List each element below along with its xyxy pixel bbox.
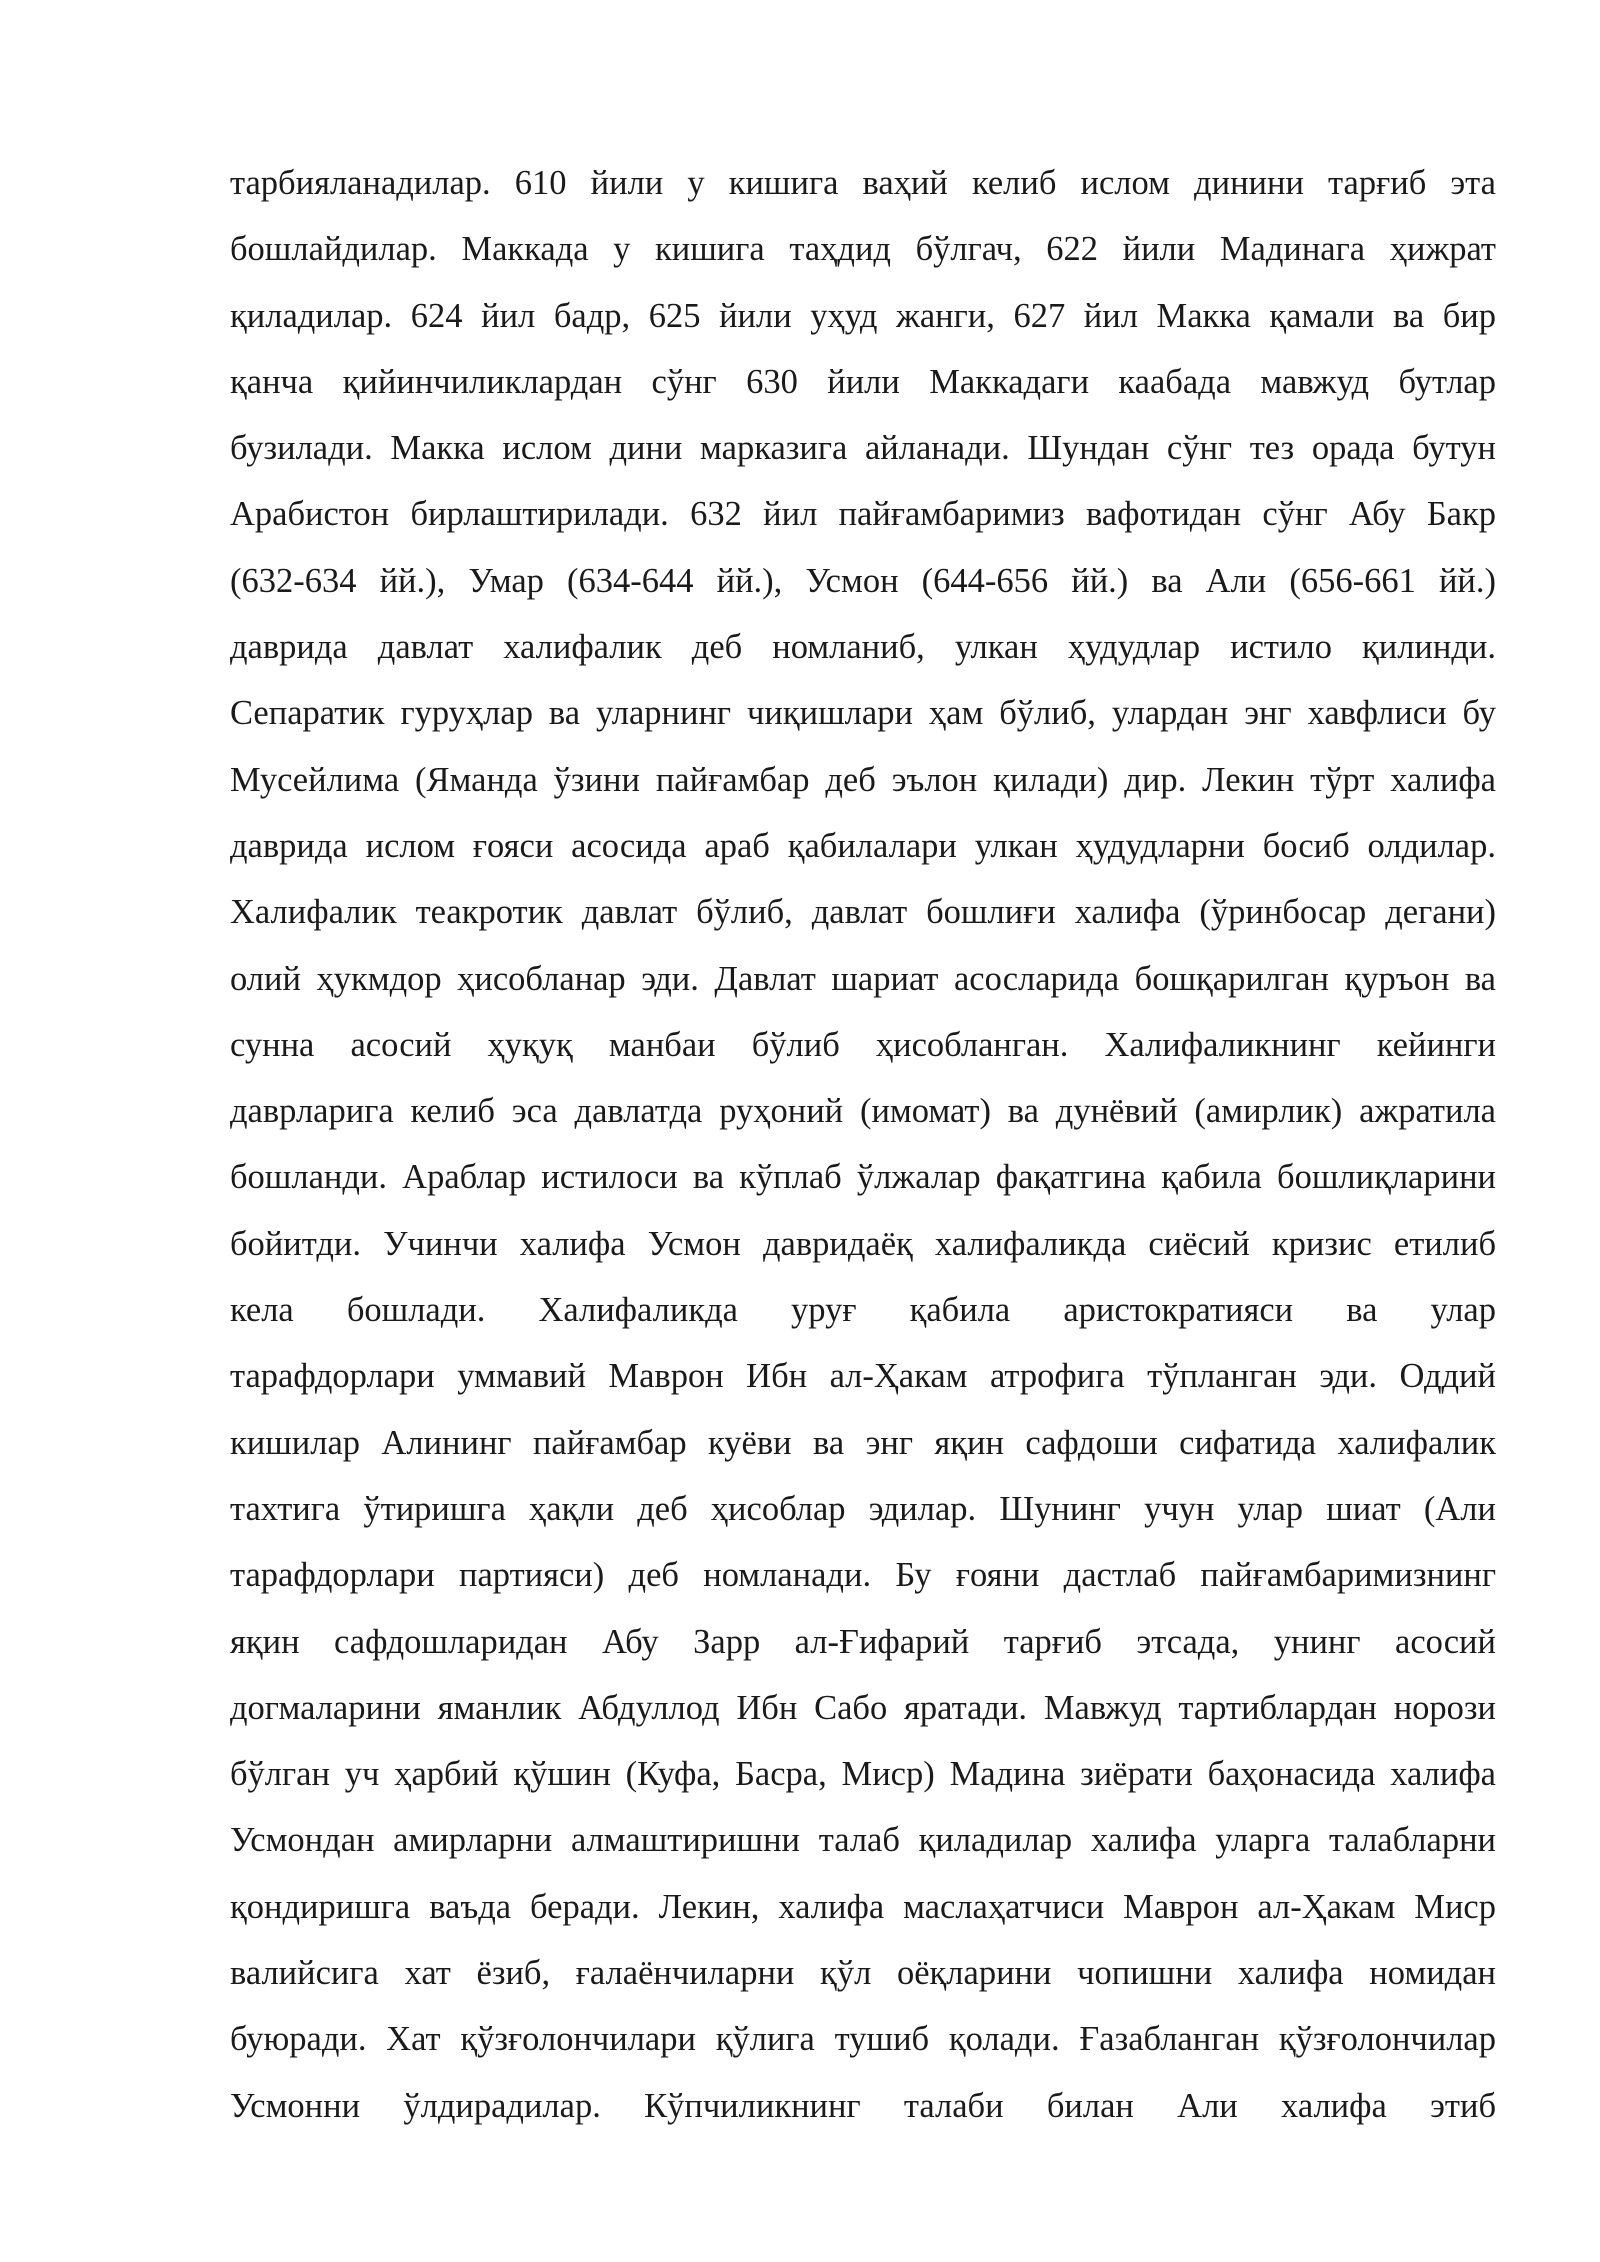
text-line: Усмондан амирларни алмаштиришни талаб қиладилар халифа уларга талабларни [230, 1821, 1496, 1860]
text-line: даврида давлат халифалик деб номланиб, улкан ҳудудлар истило қилинди. [230, 628, 1496, 667]
text-line: догмаларини яманлик Абдуллод Ибн Сабо яратади. Мавжуд тартиблардан норози [230, 1688, 1496, 1727]
text-line: сунна асосий ҳуқуқ манбаи бўлиб ҳисобланган. Халифаликнинг кейинги [230, 1025, 1496, 1064]
text-line: тахтига ўтиришга ҳақли деб ҳисоблар эдилар. Шунинг учун улар шиат (Али [230, 1489, 1496, 1528]
text-line: қанча қийинчиликлардан сўнг 630 йили Маккадаги каабада мавжуд бутлар [230, 362, 1496, 401]
text-line: (632-634 йй.), Умар (634-644 йй.), Усмон (644-656 йй.) ва Али (656-661 йй.) [230, 561, 1496, 600]
text-line: Мусейлима (Яманда ўзини пайғамбар деб эълон қилади) дир. Лекин тўрт халифа [230, 760, 1496, 799]
text-line: қондиришга ваъда беради. Лекин, халифа маслаҳатчиси Маврон ал-Ҳакам Миср [230, 1887, 1496, 1926]
text-line: бошланди. Араблар истилоси ва кўплаб ўлжалар фақатгина қабила бошлиқларини [230, 1158, 1496, 1197]
text-line: даврида ислом ғояси асосида араб қабилалари улкан ҳудудларни босиб олдилар. [230, 826, 1496, 865]
text-line: тарафдорлари уммавий Маврон Ибн ал-Ҳакам атрофига тўпланган эди. Оддий [230, 1357, 1496, 1396]
text-line: қиладилар. 624 йил бадр, 625 йили уҳуд жанги, 627 йил Макка қамали ва бир [230, 296, 1496, 335]
text-line: тарбияланадилар. 610 йили у кишига ваҳий келиб ислом динини тарғиб эта [230, 164, 1496, 202]
text-line: кишилар Алининг пайғамбар куёви ва энг яқин сафдоши сифатида халифалик [230, 1423, 1496, 1462]
text-line: Арабистон бирлаштирилади. 632 йил пайғамбаримиз вафотидан сўнг Абу Бакр [230, 495, 1496, 534]
text-line: яқин сафдошларидан Абу Зарр ал-Ғифарий тарғиб этсада, унинг асосий [230, 1622, 1496, 1661]
text-line: Усмонни ўлдирадилар. Кўпчиликнинг талаби билан Али халифа этиб [230, 2086, 1496, 2125]
text-line: бўлган уч ҳарбий қўшин (Куфа, Басра, Миср) Мадина зиёрати баҳонасида халифа [230, 1755, 1496, 1794]
text-line: кела бошлади. Халифаликда уруғ қабила аристократияси ва улар [230, 1291, 1496, 1330]
text-line: олий ҳукмдор ҳисобланар эди. Давлат шариат асосларида бошқарилган қуръон ва [230, 959, 1496, 998]
text-line: даврларига келиб эса давлатда руҳоний (имомат) ва дунёвий (амирлик) ажратила [230, 1092, 1496, 1131]
text-line: валийсига хат ёзиб, ғалаёнчиларни қўл оёқларини чопишни халифа номидан [230, 1954, 1496, 1993]
text-line: Халифалик теакротик давлат бўлиб, давлат бошлиғи халифа (ўринбосар дегани) [230, 893, 1496, 932]
text-line: буюради. Хат қўзғолончилари қўлига тушиб қолади. Ғазабланган қўзғолончилар [230, 2020, 1496, 2059]
text-line: тарафдорлари партияси) деб номланади. Бу ғояни дастлаб пайғамбаримизнинг [230, 1556, 1496, 1595]
text-line: бойитди. Учинчи халифа Усмон давридаёқ халифаликда сиёсий кризис етилиб [230, 1224, 1496, 1263]
text-line: бошлайдилар. Маккада у кишига таҳдид бўлгач, 622 йили Мадинага ҳижрат [230, 230, 1496, 269]
text-line: Сепаратик гуруҳлар ва уларнинг чиқишлари ҳам бўлиб, улардан энг хавфлиси бу [230, 694, 1496, 733]
text-line: бузилади. Макка ислом дини марказига айланади. Шундан сўнг тез орада бутун [230, 429, 1496, 468]
body-text [230, 150, 1496, 2139]
